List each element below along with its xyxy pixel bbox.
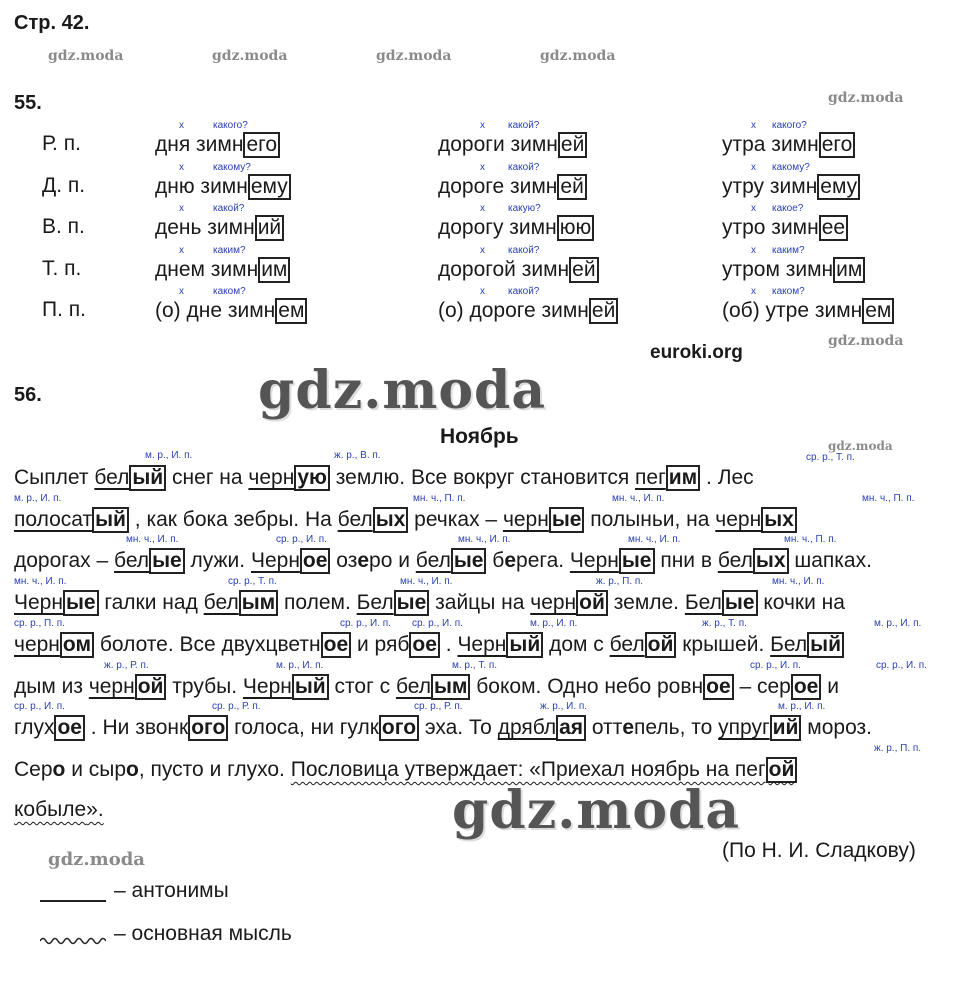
- grammar-annotation: мн. ч., И. п.: [400, 576, 453, 587]
- stem: дороге зимн: [438, 175, 558, 198]
- grammar-annotation: мн. ч., И. п.: [628, 534, 681, 545]
- ending-box: ые: [63, 590, 99, 616]
- watermark-large: gdz.moda: [258, 360, 547, 421]
- case-label: П. п.: [42, 298, 86, 321]
- question-note: какое?: [772, 203, 804, 214]
- underlined-stem: бел: [609, 633, 645, 656]
- text-segment: боком. Одно небо ровн: [470, 675, 704, 698]
- bold-letter: е: [504, 549, 517, 572]
- stem: (о) дороге зимн: [438, 299, 589, 322]
- x-mark: x: [179, 245, 184, 256]
- site-label: euroki.org: [650, 342, 743, 363]
- question-note: каком?: [213, 286, 246, 297]
- grammar-annotation: мн. ч., И. п.: [14, 576, 67, 587]
- text-segment: кочки на: [757, 591, 845, 614]
- stem: дню зимн: [155, 175, 248, 198]
- word-pair: [438, 174, 587, 200]
- ending-box: ого: [379, 715, 419, 741]
- ending-box: ые: [549, 507, 585, 533]
- stem: утру зимн: [722, 175, 818, 198]
- grammar-annotation: ж. р., Р. п.: [104, 660, 149, 671]
- ending-box: ему: [817, 174, 860, 200]
- ending-box: ые: [394, 590, 430, 616]
- grammar-annotation: ж. р., И. п.: [540, 701, 588, 712]
- word-pair: [722, 257, 865, 283]
- ending-box: ий: [255, 215, 284, 241]
- x-mark: x: [480, 120, 485, 131]
- stem: день зимн: [155, 216, 255, 239]
- ending-box: ое: [703, 674, 734, 700]
- word-pair: [722, 132, 855, 158]
- text-title: Ноябрь: [440, 425, 519, 448]
- ending-box: ый: [292, 674, 329, 700]
- underlined-stem: бел: [395, 675, 431, 698]
- ending-box: ее: [819, 215, 848, 241]
- text-segment: , как бока зебры. На: [128, 508, 338, 531]
- text-line: [14, 715, 949, 741]
- text-segment: , пусто и глухо.: [138, 758, 291, 781]
- grammar-annotation: ср. р., И. п.: [412, 618, 463, 629]
- text-segment: крышей.: [676, 633, 771, 656]
- ending-box: ый: [506, 632, 543, 658]
- text-segment: оз: [330, 549, 358, 572]
- ending-box: ых: [373, 507, 409, 533]
- stem: днем зимн: [155, 258, 259, 281]
- stem: дороги зимн: [438, 133, 558, 156]
- stem: дорогу зимн: [438, 216, 557, 239]
- ending-box: ом: [60, 632, 94, 658]
- text-segment: . Ни звонк: [84, 716, 189, 739]
- watermark: gdz.moda: [48, 48, 124, 64]
- word-pair: [722, 215, 848, 241]
- text-segment: эха. То: [419, 716, 498, 739]
- text-segment: и сыр: [65, 758, 127, 781]
- text-segment: – сер: [733, 675, 791, 698]
- text-segment: глух: [14, 716, 55, 739]
- question-note: какой?: [213, 203, 245, 214]
- grammar-annotation: ср. р., И. п.: [340, 618, 391, 629]
- underlined-stem: упруг: [718, 716, 770, 739]
- underlined-stem: бел: [94, 466, 130, 489]
- underlined-stem: Черн: [242, 675, 292, 698]
- word-pair: [722, 174, 860, 200]
- grammar-annotation: мн. ч., И. п.: [772, 576, 825, 587]
- text-segment: дом с: [543, 633, 610, 656]
- ending-box: ые: [149, 548, 185, 574]
- grammar-annotation: м. р., И. п.: [530, 618, 578, 629]
- ending-box: юю: [557, 215, 595, 241]
- underlined-stem: бел: [114, 549, 150, 572]
- case-label: Д. п.: [42, 174, 86, 197]
- ending-box: им: [666, 465, 700, 491]
- underlined-stem: Черн: [250, 549, 300, 572]
- question-note: какой?: [508, 245, 540, 256]
- x-mark: x: [751, 203, 756, 214]
- ending-box: ей: [589, 298, 618, 324]
- x-mark: x: [179, 203, 184, 214]
- text-segment: б: [486, 549, 505, 572]
- grammar-annotation: ср. р., Т. п.: [228, 576, 277, 587]
- grammar-annotation: м. р., И. п.: [145, 450, 193, 461]
- text-segment: речках –: [408, 508, 503, 531]
- underlined-stem: черн: [502, 508, 549, 531]
- ending-box: ей: [558, 132, 587, 158]
- grammar-annotation: ж. р., П. п.: [874, 743, 922, 754]
- text-line: [14, 548, 949, 574]
- text-segment: лужи.: [184, 549, 251, 572]
- ending-box: ую: [294, 465, 330, 491]
- text-segment: рега.: [516, 549, 570, 572]
- word-pair: [438, 298, 618, 324]
- x-mark: x: [751, 286, 756, 297]
- text-segment: пель, то: [634, 716, 719, 739]
- text-line: [14, 632, 949, 658]
- text-segment: .: [439, 633, 458, 656]
- ending-box: ой: [766, 757, 798, 783]
- question-note: каким?: [213, 245, 246, 256]
- text-segment: трубы.: [166, 675, 243, 698]
- ending-box: ой: [135, 674, 167, 700]
- underlined-stem: Черн: [569, 549, 619, 572]
- word-pair: [155, 132, 280, 158]
- ending-box: ое: [409, 632, 440, 658]
- text-segment: галки над: [98, 591, 204, 614]
- stem: утром зимн: [722, 258, 834, 281]
- legend-antonyms: – антонимы: [114, 879, 229, 902]
- text-line: [14, 465, 949, 491]
- text-segment: пни в: [654, 549, 718, 572]
- grammar-annotation: мн. ч., И. п.: [126, 534, 179, 545]
- ending-box: ых: [753, 548, 789, 574]
- grammar-annotation: м. р., И. п.: [874, 618, 922, 629]
- word-pair: [155, 215, 284, 241]
- underlined-stem: бел: [337, 508, 373, 531]
- grammar-annotation: ж. р., В. п.: [334, 450, 381, 461]
- word-pair: [722, 298, 894, 324]
- text-segment: Сыплет: [14, 466, 95, 489]
- text-segment: землю. Все вокруг становится: [329, 466, 636, 489]
- x-mark: x: [179, 120, 184, 131]
- text-segment: отт: [586, 716, 623, 739]
- question-note: какому?: [213, 162, 251, 173]
- text-segment: дорогах –: [14, 549, 115, 572]
- text-line: [14, 674, 949, 700]
- word-pair: [438, 132, 587, 158]
- ending-box: ем: [862, 298, 894, 324]
- stem: дорогой зимн: [438, 258, 570, 281]
- stem: утро зимн: [722, 216, 819, 239]
- question-note: какого?: [772, 120, 807, 131]
- x-mark: x: [480, 286, 485, 297]
- watermark: gdz.moda: [828, 90, 904, 106]
- x-mark: x: [480, 245, 485, 256]
- grammar-annotation: мн. ч., П. п.: [413, 493, 466, 504]
- grammar-annotation: ср. р., И. п.: [876, 660, 927, 671]
- ending-box: ый: [807, 632, 844, 658]
- text-segment: болоте. Все двухцветн: [94, 633, 321, 656]
- x-mark: x: [480, 203, 485, 214]
- text-segment: снег на: [166, 466, 249, 489]
- exercise-55-number: 55.: [14, 92, 42, 114]
- stem: дня зимн: [155, 133, 244, 156]
- exercise-56-number: 56.: [14, 384, 42, 406]
- question-note: какой?: [508, 120, 540, 131]
- question-note: каком?: [772, 286, 805, 297]
- grammar-annotation: мн. ч., И. п.: [612, 493, 665, 504]
- ending-box: ого: [188, 715, 228, 741]
- underlined-stem: Бел: [770, 633, 808, 656]
- legend-wavy-mark: [40, 936, 106, 946]
- ending-box: ое: [321, 632, 352, 658]
- text-segment: Пословица утверждает: «Приехал ноябрь на пег: [290, 758, 766, 781]
- text-line: [14, 590, 949, 616]
- underlined-stem: черн: [530, 591, 577, 614]
- grammar-annotation: ж. р., П. п.: [596, 576, 644, 587]
- question-note: какого?: [213, 120, 248, 131]
- x-mark: x: [179, 286, 184, 297]
- grammar-annotation: ср. р., Р. п.: [414, 701, 463, 712]
- underlined-stem: Бел: [684, 591, 722, 614]
- grammar-annotation: мн. ч., П. п.: [784, 534, 837, 545]
- word-pair: [155, 257, 290, 283]
- page-label: Стр. 42.: [14, 12, 90, 34]
- ending-box: ая: [556, 715, 586, 741]
- x-mark: x: [751, 162, 756, 173]
- underlined-stem: полосат: [14, 508, 93, 531]
- watermark: gdz.moda: [540, 48, 616, 64]
- case-label: В. п.: [42, 215, 85, 238]
- ending-box: ые: [722, 590, 758, 616]
- grammar-annotation: м. р., И. п.: [276, 660, 324, 671]
- ending-box: ый: [92, 507, 129, 533]
- underlined-stem: дрябл: [497, 716, 557, 739]
- ending-box: ему: [248, 174, 291, 200]
- word-pair: [155, 298, 307, 324]
- x-mark: x: [480, 162, 485, 173]
- grammar-annotation: ср. р., П. п.: [14, 618, 65, 629]
- watermark: gdz.moda: [212, 48, 288, 64]
- question-note: каким?: [772, 245, 805, 256]
- text-segment: Сер: [14, 758, 53, 781]
- grammar-annotation: ср. р., Т. п.: [806, 452, 855, 463]
- question-note: какой?: [508, 286, 540, 297]
- grammar-annotation: ср. р., И. п.: [750, 660, 801, 671]
- underlined-stem: Черн: [14, 591, 63, 614]
- text-segment: ро и: [369, 549, 416, 572]
- underlined-stem: черн: [248, 466, 295, 489]
- ending-box: ый: [129, 465, 166, 491]
- ending-box: ые: [451, 548, 487, 574]
- author-credit: (По Н. И. Сладкову): [722, 839, 916, 862]
- text-segment: и ряб: [351, 633, 410, 656]
- text-segment: мороз.: [801, 716, 872, 739]
- case-label: Р. п.: [42, 132, 81, 155]
- text-segment: ».: [86, 798, 104, 821]
- watermark: gdz.moda: [828, 333, 904, 349]
- text-segment: земле.: [607, 591, 685, 614]
- text-segment: и: [821, 675, 839, 698]
- word-pair: [438, 215, 594, 241]
- case-label: Т. п.: [42, 257, 82, 280]
- legend-main-idea: – основная мысль: [114, 922, 292, 945]
- bold-letter: о: [52, 758, 66, 781]
- text-segment: полем.: [278, 591, 357, 614]
- legend-underline-mark: [40, 900, 106, 902]
- underlined-stem: бел: [203, 591, 239, 614]
- grammar-annotation: мн. ч., П. п.: [862, 493, 915, 504]
- underlined-stem: Черн: [457, 633, 507, 656]
- ending-box: ой: [576, 590, 608, 616]
- bold-letter: е: [622, 716, 635, 739]
- underlined-stem: пег: [635, 466, 666, 489]
- bold-letter: е: [357, 549, 370, 572]
- watermark: gdz.moda: [48, 849, 145, 870]
- grammar-annotation: м. р., И. п.: [14, 493, 62, 504]
- underlined-stem: черн: [715, 508, 762, 531]
- grammar-annotation: м. р., Т. п.: [452, 660, 498, 671]
- x-mark: x: [751, 120, 756, 131]
- stem: утра зимн: [722, 133, 819, 156]
- grammar-annotation: ср. р., И. п.: [14, 701, 65, 712]
- ending-box: ей: [557, 174, 586, 200]
- ending-box: ым: [239, 590, 278, 616]
- x-mark: x: [179, 162, 184, 173]
- ending-box: им: [833, 257, 865, 283]
- text-segment: шапках.: [788, 549, 872, 572]
- text-segment: полыньи, на: [584, 508, 716, 531]
- underlined-stem: бел: [717, 549, 753, 572]
- question-note: какой?: [508, 162, 540, 173]
- x-mark: x: [751, 245, 756, 256]
- ending-box: ей: [569, 257, 598, 283]
- underlined-stem: Бел: [356, 591, 394, 614]
- ending-box: им: [258, 257, 290, 283]
- ending-box: ем: [275, 298, 307, 324]
- watermark: gdz.moda: [828, 439, 893, 453]
- ending-box: ое: [54, 715, 85, 741]
- grammar-annotation: ж. р., Т. п.: [702, 618, 747, 629]
- word-pair: [438, 257, 599, 283]
- text-segment: голоса, ни гулк: [228, 716, 379, 739]
- ending-box: ые: [619, 548, 655, 574]
- grammar-annotation: мн. ч., И. п.: [458, 534, 511, 545]
- watermark: gdz.moda: [376, 48, 452, 64]
- ending-box: ым: [431, 674, 470, 700]
- question-note: какому?: [772, 162, 810, 173]
- watermark-large: gdz.moda: [452, 780, 741, 841]
- text-segment: зайцы на: [429, 591, 531, 614]
- ending-box: ых: [761, 507, 797, 533]
- underlined-stem: бел: [415, 549, 451, 572]
- underlined-stem: черн: [88, 675, 135, 698]
- text-segment: стог с: [328, 675, 396, 698]
- text-line: [14, 507, 949, 533]
- grammar-annotation: ср. р., Р. п.: [212, 701, 261, 712]
- text-segment: кобыле: [14, 798, 87, 821]
- stem: (об) утре зимн: [722, 299, 863, 322]
- word-pair: [155, 174, 291, 200]
- grammar-annotation: ср. р., И. п.: [276, 534, 327, 545]
- ending-box: ой: [645, 632, 677, 658]
- bold-letter: о: [126, 758, 139, 781]
- ending-box: его: [819, 132, 856, 158]
- underlined-stem: черн: [14, 633, 60, 656]
- question-note: какую?: [508, 203, 541, 214]
- text-segment: дым из: [14, 675, 89, 698]
- ending-box: ое: [300, 548, 331, 574]
- grammar-annotation: м. р., И. п.: [778, 701, 826, 712]
- text-segment: . Лес: [700, 466, 754, 489]
- stem: (о) дне зимн: [155, 299, 276, 322]
- ending-box: ий: [770, 715, 802, 741]
- ending-box: его: [243, 132, 280, 158]
- ending-box: ое: [791, 674, 822, 700]
